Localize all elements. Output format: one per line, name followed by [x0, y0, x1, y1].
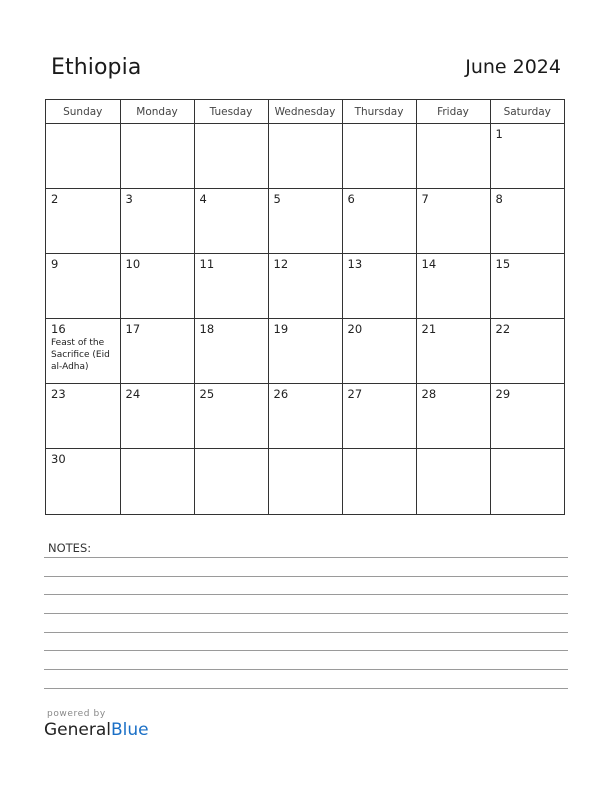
day-number: 7	[421, 192, 429, 206]
note-line	[44, 613, 568, 614]
day-number: 2	[51, 192, 59, 206]
weekday-header: Friday	[416, 100, 490, 124]
note-line	[44, 632, 568, 633]
day-cell	[194, 319, 268, 384]
day-cell	[120, 384, 194, 449]
day-cell	[46, 449, 120, 514]
brand-general-text: General	[44, 720, 111, 740]
day-cell	[194, 189, 268, 254]
day-cell	[120, 319, 194, 384]
weekday-header: Sunday	[46, 100, 120, 124]
weekday-header: Saturday	[490, 100, 564, 124]
day-number: 8	[495, 192, 503, 206]
day-number: 6	[347, 192, 355, 206]
day-cell	[46, 319, 120, 384]
day-cell	[342, 384, 416, 449]
day-number: 15	[495, 257, 511, 271]
day-cell	[46, 124, 120, 189]
day-number: 5	[273, 192, 281, 206]
day-cell	[120, 449, 194, 514]
weekday-header: Monday	[120, 100, 194, 124]
day-number: 26	[273, 387, 289, 401]
day-cell	[268, 189, 342, 254]
day-cell	[120, 254, 194, 319]
day-cell	[490, 124, 564, 189]
week-row	[46, 384, 564, 449]
day-cell	[416, 189, 490, 254]
day-number: 3	[125, 192, 133, 206]
day-cell	[342, 254, 416, 319]
day-cell	[194, 449, 268, 514]
day-number: 16	[51, 322, 66, 336]
day-number: 17	[125, 322, 141, 336]
day-cell	[490, 189, 564, 254]
day-number: 1	[495, 127, 503, 141]
day-cell	[46, 254, 120, 319]
day-number: 9	[51, 257, 59, 271]
day-number: 28	[421, 387, 437, 401]
day-cell	[490, 449, 564, 514]
day-cell	[342, 319, 416, 384]
weekday-header-row	[46, 100, 564, 124]
notes-label: NOTES:	[48, 541, 92, 555]
day-cell	[194, 124, 268, 189]
day-number: 29	[495, 387, 511, 401]
day-number: 21	[421, 322, 437, 336]
note-line	[44, 669, 568, 670]
powered-by-text: powered by	[47, 709, 106, 719]
day-cell	[46, 189, 120, 254]
day-cell	[490, 254, 564, 319]
note-line	[44, 594, 568, 595]
note-line	[44, 557, 568, 558]
day-cell	[46, 384, 120, 449]
brand-blue-text: Blue	[111, 720, 149, 740]
day-number: 23	[51, 387, 66, 401]
day-number: 19	[273, 322, 289, 336]
day-cell	[120, 189, 194, 254]
day-number: 30	[51, 452, 66, 466]
day-cell	[194, 254, 268, 319]
day-number: 25	[199, 387, 215, 401]
week-row	[46, 189, 564, 254]
holiday-label: Feast of the Sacrifice (Eid al-Adha)	[51, 338, 110, 372]
day-cell	[490, 319, 564, 384]
note-line	[44, 576, 568, 577]
day-number: 12	[273, 257, 289, 271]
day-cell	[194, 384, 268, 449]
day-cell	[416, 384, 490, 449]
page-title-country: Ethiopia	[51, 55, 142, 80]
day-number: 18	[199, 322, 215, 336]
day-cell	[268, 254, 342, 319]
day-number: 11	[199, 257, 215, 271]
day-cell	[342, 189, 416, 254]
day-number: 27	[347, 387, 363, 401]
brand-logo[interactable]	[44, 720, 149, 740]
day-cell	[268, 124, 342, 189]
weekday-header: Tuesday	[194, 100, 268, 124]
day-number: 13	[347, 257, 363, 271]
day-cell	[120, 124, 194, 189]
day-cell	[490, 384, 564, 449]
day-number: 10	[125, 257, 141, 271]
day-number: 14	[421, 257, 437, 271]
day-cell	[416, 449, 490, 514]
calendar-grid	[45, 99, 565, 515]
note-line	[44, 650, 568, 651]
weekday-header: Wednesday	[268, 100, 342, 124]
day-cell	[416, 124, 490, 189]
day-number: 20	[347, 322, 363, 336]
day-cell	[342, 449, 416, 514]
week-row	[46, 124, 564, 189]
day-cell	[268, 449, 342, 514]
day-number: 22	[495, 322, 511, 336]
day-cell	[268, 319, 342, 384]
day-cell	[416, 319, 490, 384]
day-cell	[268, 384, 342, 449]
day-number: 24	[125, 387, 141, 401]
day-cell	[416, 254, 490, 319]
day-number: 4	[199, 192, 207, 206]
week-row	[46, 254, 564, 319]
week-row	[46, 449, 564, 514]
day-cell	[342, 124, 416, 189]
month-year-title: June 2024	[465, 56, 561, 78]
weekday-header: Thursday	[342, 100, 416, 124]
week-row	[46, 319, 564, 384]
note-line	[44, 688, 568, 689]
